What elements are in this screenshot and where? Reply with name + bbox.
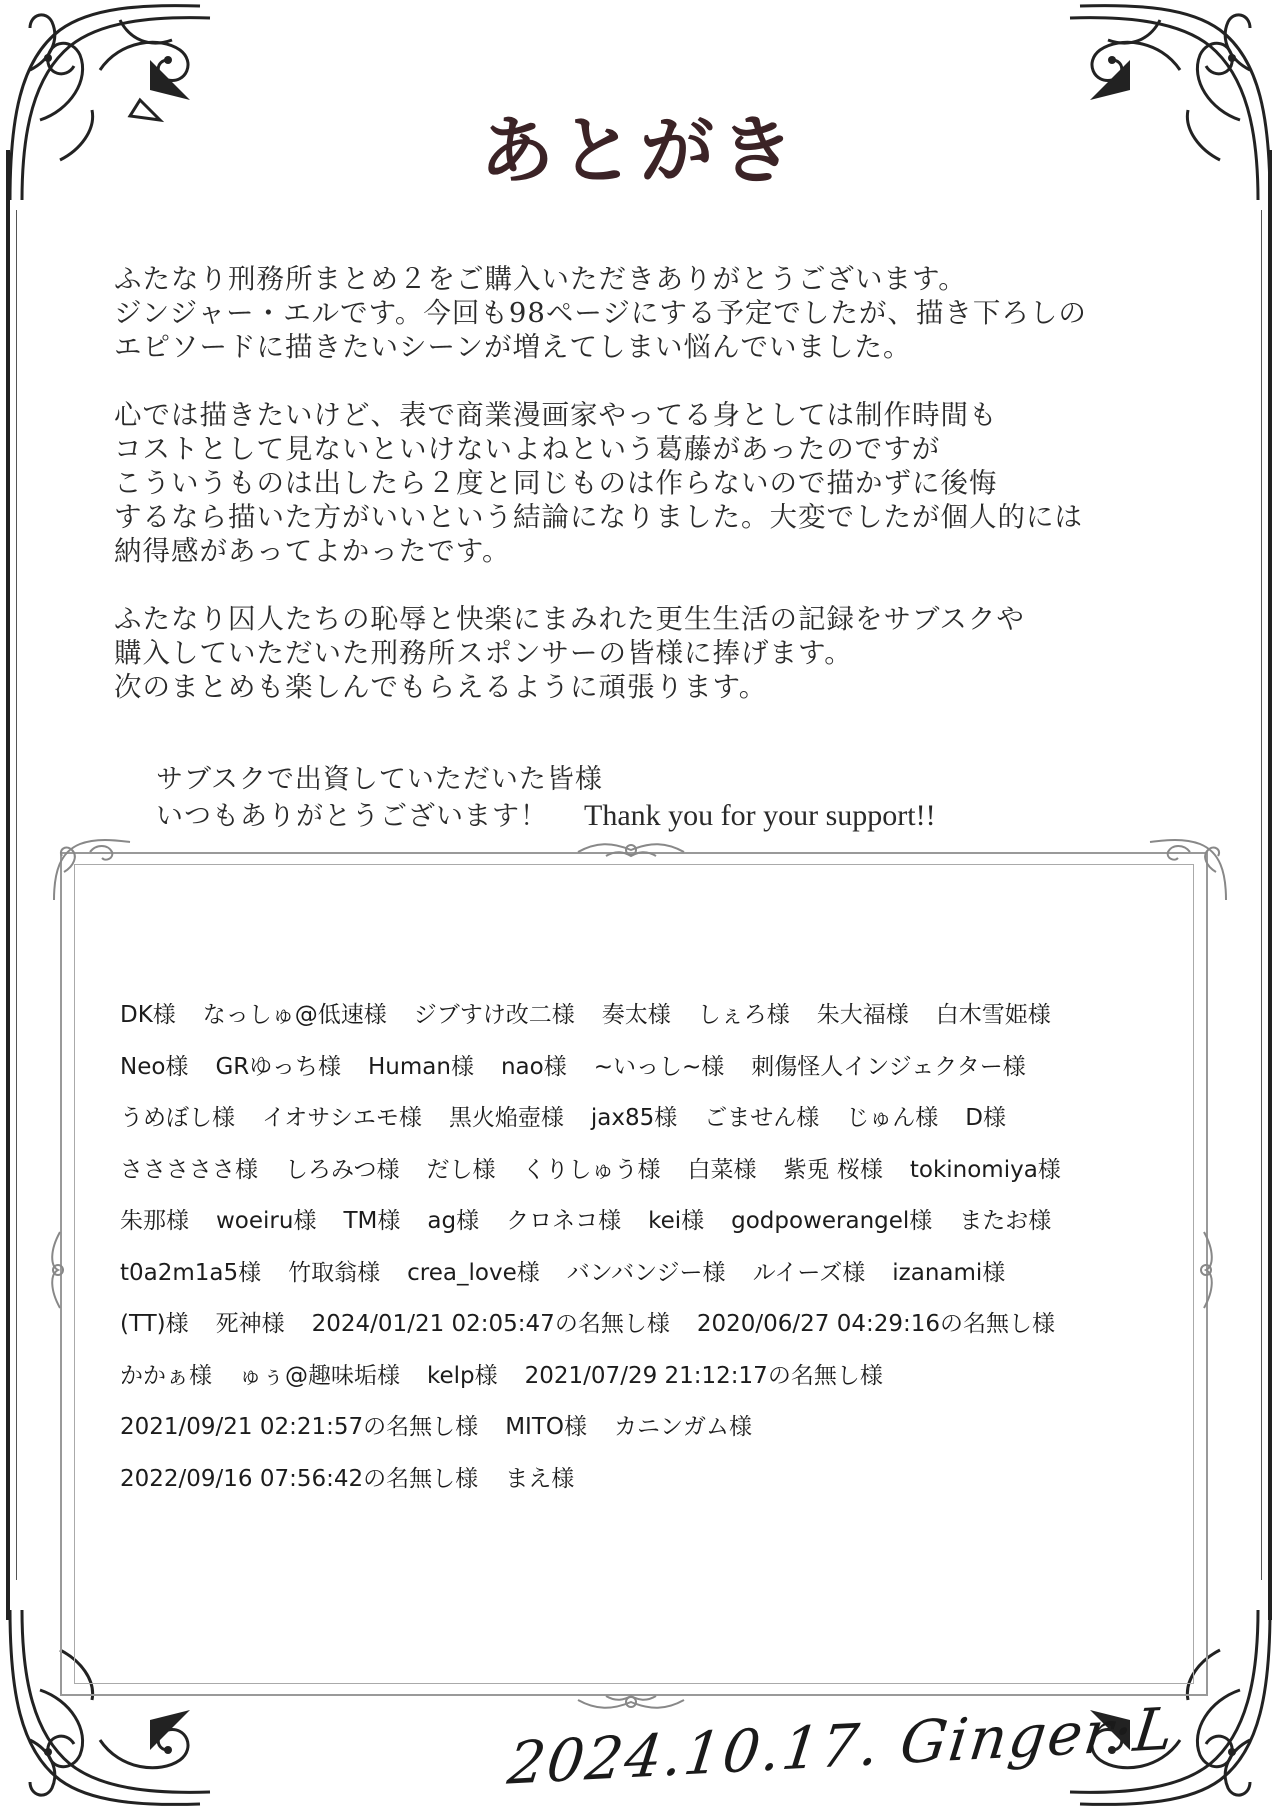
supporter-name: izanami様	[892, 1259, 1006, 1286]
supporter-name: TM様	[343, 1208, 401, 1234]
supporter-name: まえ様	[505, 1465, 575, 1492]
supporter-name: 竹取翁様	[288, 1259, 381, 1286]
ornament-bottom-center-icon	[576, 1690, 686, 1714]
paragraph-line: エピソードに描きたいシーンが増えてしまい悩んでいました。	[114, 331, 912, 363]
supporter-name: 刺傷怪人インジェクター様	[751, 1053, 1026, 1080]
supporter-name: godpowerangel様	[731, 1208, 933, 1234]
ornament-scroll-icon	[44, 832, 134, 902]
supporter-name: 2024/01/21 02:05:47の名無し様	[311, 1311, 670, 1337]
paragraph-line: ふたなり囚人たちの恥辱と快楽にまみれた更生生活の記録をサブスクや	[114, 603, 1025, 635]
supporter-name: 2020/06/27 04:29:16の名無し様	[696, 1311, 1056, 1337]
supporter-name: kei様	[648, 1208, 705, 1234]
supporter-name: イオサシエモ様	[262, 1105, 422, 1131]
paragraph-line: コストとして見ないといけないよねという葛藤があったのですが	[114, 433, 941, 465]
supporter-list	[120, 995, 1200, 1510]
supporter-name: またお様	[959, 1208, 1052, 1234]
supporter-name: kelp様	[427, 1362, 498, 1389]
supporter-row	[120, 1356, 1200, 1408]
ornament-top-center-icon	[576, 838, 686, 862]
supporter-name: カニンガム様	[613, 1414, 752, 1440]
supporter-name: GRゆっち様	[215, 1053, 342, 1080]
supporter-name: crea_love様	[407, 1259, 540, 1286]
supporter-name: クロネコ様	[506, 1208, 622, 1234]
paragraph-line: するなら描いた方がいいという結論になりました。大変でしたが個人的には	[114, 501, 1083, 533]
supporter-name: tokinomiya様	[909, 1156, 1061, 1183]
supporter-name: Neo様	[120, 1053, 189, 1080]
supporter-name: ジブすけ改二様	[413, 1002, 575, 1028]
ornament-scroll-icon	[1146, 832, 1236, 902]
supporter-name: nao様	[500, 1053, 567, 1080]
thanks-line-1: サブスクで出資していただいた皆様	[156, 764, 603, 795]
supporter-name: 紫兎 桜様	[783, 1156, 883, 1183]
supporter-name: うめぼし様	[120, 1105, 235, 1131]
supporter-name: 死神様	[215, 1311, 285, 1337]
paragraph-2	[114, 398, 1204, 568]
supporter-name: woeiru様	[216, 1208, 317, 1234]
supporter-name: くりしゅう様	[522, 1156, 661, 1183]
supporter-name: じゅん様	[846, 1105, 939, 1131]
supporter-name: ごません様	[704, 1105, 820, 1131]
supporter-row	[120, 1201, 1200, 1253]
paragraph-line: 納得感があってよかったです。	[114, 535, 511, 567]
supporter-name: ゅぅ@趣味垢様	[239, 1362, 400, 1389]
paragraph-3	[114, 602, 1204, 704]
supporter-name: MITO様	[505, 1414, 587, 1440]
supporter-row	[120, 1047, 1200, 1099]
supporter-name: 黒火焔壺様	[448, 1105, 564, 1131]
supporter-name: ルイーズ様	[752, 1259, 866, 1286]
supporter-name: かかぁ様	[120, 1362, 212, 1389]
supporter-name: 朱那様	[120, 1208, 189, 1234]
supporter-name: だし様	[426, 1156, 496, 1183]
thanks-jp: いつもありがとうございます！	[156, 801, 548, 832]
supporter-name: t0a2m1a5様	[120, 1259, 262, 1286]
supporter-row	[120, 995, 1200, 1047]
supporter-name: さささささ様	[120, 1156, 258, 1183]
supporter-name: 2021/09/21 02:21:57の名無し様	[120, 1414, 479, 1440]
page-title: あとがき	[480, 108, 800, 194]
supporter-row	[120, 1150, 1200, 1202]
supporter-name: ~いっし~様	[593, 1053, 725, 1080]
supporter-row	[120, 1098, 1200, 1150]
paragraph-line: 次のまとめも楽しんでもらえるように頑張ります。	[114, 671, 768, 703]
supporter-row	[120, 1304, 1200, 1356]
supporter-name: (TT)様	[120, 1311, 189, 1337]
supporter-name: 2022/09/16 07:56:42の名無し様	[120, 1465, 479, 1492]
thanks-en: Thank you for your support!!	[584, 799, 936, 832]
paragraph-line: 心では描きたいけど、表で商業漫画家やってる身としては制作時間も	[114, 399, 998, 431]
supporter-name: DK様	[120, 1002, 176, 1028]
supporter-name: 奏太様	[601, 1002, 671, 1028]
supporter-name: 白木雪姫様	[935, 1002, 1051, 1028]
supporter-name: Human様	[368, 1053, 474, 1080]
thanks-message	[156, 762, 936, 835]
supporter-name: なっしゅ@低速様	[202, 1002, 387, 1028]
ornament-left-center-icon	[46, 1230, 70, 1310]
supporter-name: 朱大福様	[816, 1002, 909, 1028]
supporter-name: ag様	[427, 1208, 480, 1234]
thanks-line-2	[156, 798, 936, 835]
supporter-name: jax85様	[590, 1105, 678, 1131]
paragraph-line: ふたなり刑務所まとめ２をご購入いただきありがとうございます。	[114, 263, 967, 295]
afterword-body	[114, 262, 1204, 738]
paragraph-line: 購入していただいた刑務所スポンサーの皆様に捧げます。	[114, 637, 853, 669]
supporter-name: 白菜様	[687, 1156, 757, 1183]
paragraph-line: こういうものは出したら２度と同じものは作らないので描かずに後悔	[114, 467, 998, 499]
paragraph-1	[114, 262, 1204, 364]
paragraph-line: ジンジャー・エルです。今回も98ページにする予定でしたが、描き下ろしの	[114, 297, 1087, 329]
supporter-name: D様	[965, 1105, 1006, 1131]
supporter-name: 2021/07/29 21:12:17の名無し様	[524, 1362, 883, 1389]
supporter-name: しぇろ様	[697, 1002, 790, 1028]
supporter-row	[120, 1459, 1200, 1511]
signature: 2024.10.17. Ginger·L	[504, 1694, 1180, 1798]
supporter-name: しろみつ様	[285, 1156, 400, 1183]
supporter-name: バンバンジー様	[566, 1259, 726, 1286]
supporter-row	[120, 1407, 1200, 1459]
supporter-row	[120, 1253, 1200, 1305]
